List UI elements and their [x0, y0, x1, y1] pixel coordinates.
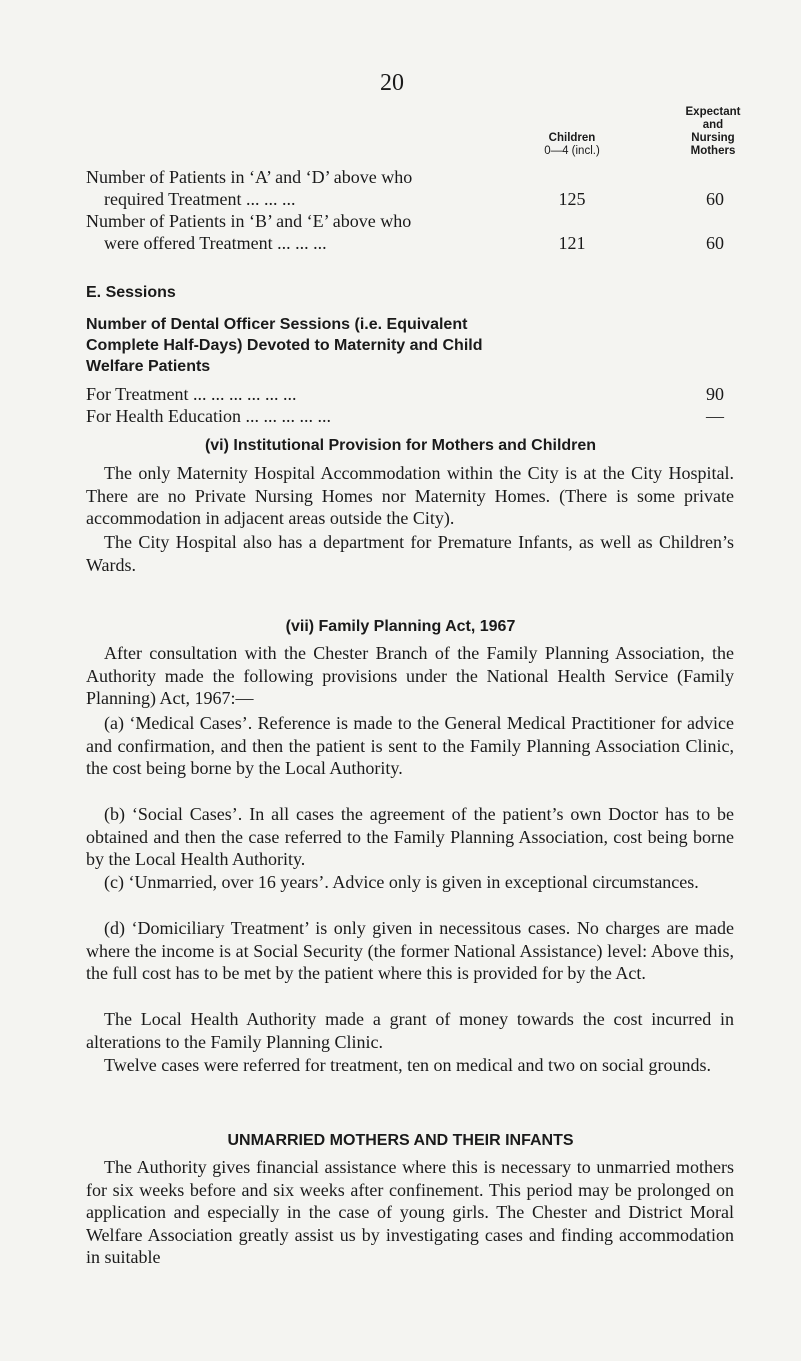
list-item: For Health Education ... ... ... ... ... — — [86, 406, 724, 426]
sessions-heading: E. Sessions — [86, 284, 176, 301]
section-vi-title: (vi) Institutional Provision for Mothers and Children — [204, 437, 597, 454]
section-vii-item-c: (c) ‘Unmarried, over 16 years’. Advice only is given in exceptional circumstances. — [104, 872, 699, 892]
unmarried-mothers-title: UNMARRIED MOTHERS AND THEIR INFANTS — [227, 1132, 574, 1149]
list-item: For Treatment ... ... ... ... ... ... 90 — [86, 384, 724, 404]
row2-mothers-value: 60 — [706, 233, 724, 253]
section-vii-item-a: (a) ‘Medical Cases’. Reference is made to the General Medical Practitioner for advice and confirmation, and then the patient is sent to the Family Planning Association Clinic, the cost being borne by the Local Authority. — [86, 713, 734, 778]
unmarried-mothers-paragraph: The Authority gives financial assistance where this is necessary to unmarried mothers for six weeks before and six weeks after confinement. This period may be prolonged on application and especially in the case of young girls. The Chester and District Moral Welfare Association greatly assist us by investigating cases and finding accommodation in suitable — [86, 1157, 734, 1267]
section-vii-paragraph: The Local Health Authority made a grant of money towards the cost incurred in alterations to the Family Planning Clinic. — [86, 1009, 734, 1052]
row1-children-value: 125 — [558, 189, 586, 209]
section-vii-paragraph: After consultation with the Chester Branch of the Family Planning Association, the Authority made the following provisions under the National Health Service (Family Planning) Act, 1967:— — [86, 643, 734, 708]
sessions-description: Number of Dental Officer Sessions (i.e. Equivalent Complete Half-Days) Devoted to Maternity and Child Welfare Patients — [86, 316, 483, 375]
column-header-children: Children 0—4 (incl.) — [544, 132, 600, 157]
row1-mothers-value: 60 — [706, 189, 724, 209]
table-row: Number of Patients in ‘A’ and ‘D’ above who required Treatment ... ... ... — [86, 167, 413, 209]
page-number: 20 — [380, 70, 404, 96]
section-vii-title: (vii) Family Planning Act, 1967 — [285, 618, 516, 635]
section-vii-item-d: (d) ‘Domiciliary Treatment’ is only given in necessitous cases. No charges are made where the income is at Social Security (the former National Assistance) level: Above this, the full cost has to be met by the patient where this is provided for by the Act. — [86, 918, 734, 983]
section-vii-item-b: (b) ‘Social Cases’. In all cases the agreement of the patient’s own Doctor has to be obtained and then the case referred to the Family Planning Association, cost being borne by the Local Health Authority. — [86, 804, 734, 869]
row2-children-value: 121 — [558, 233, 586, 253]
sessions-section — [86, 282, 746, 427]
column-header-expectant-mothers: Expectant and Nursing Mothers — [685, 106, 741, 157]
table-row: Number of Patients in ‘B’ and ‘E’ above who were offered Treatment ... ... ... — [86, 211, 412, 253]
section-vi-paragraph: The City Hospital also has a department for Premature Infants, as well as Children’s Wards. — [86, 532, 734, 575]
section-vi-paragraph: The only Maternity Hospital Accommodation within the City is at the City Hospital. There are no Private Nursing Homes nor Maternity Homes. (There is some private accommodation in adjacent areas outside the City). — [86, 463, 734, 528]
section-vii-paragraph: Twelve cases were referred for treatment, ten on medical and two on social grounds. — [104, 1055, 711, 1075]
